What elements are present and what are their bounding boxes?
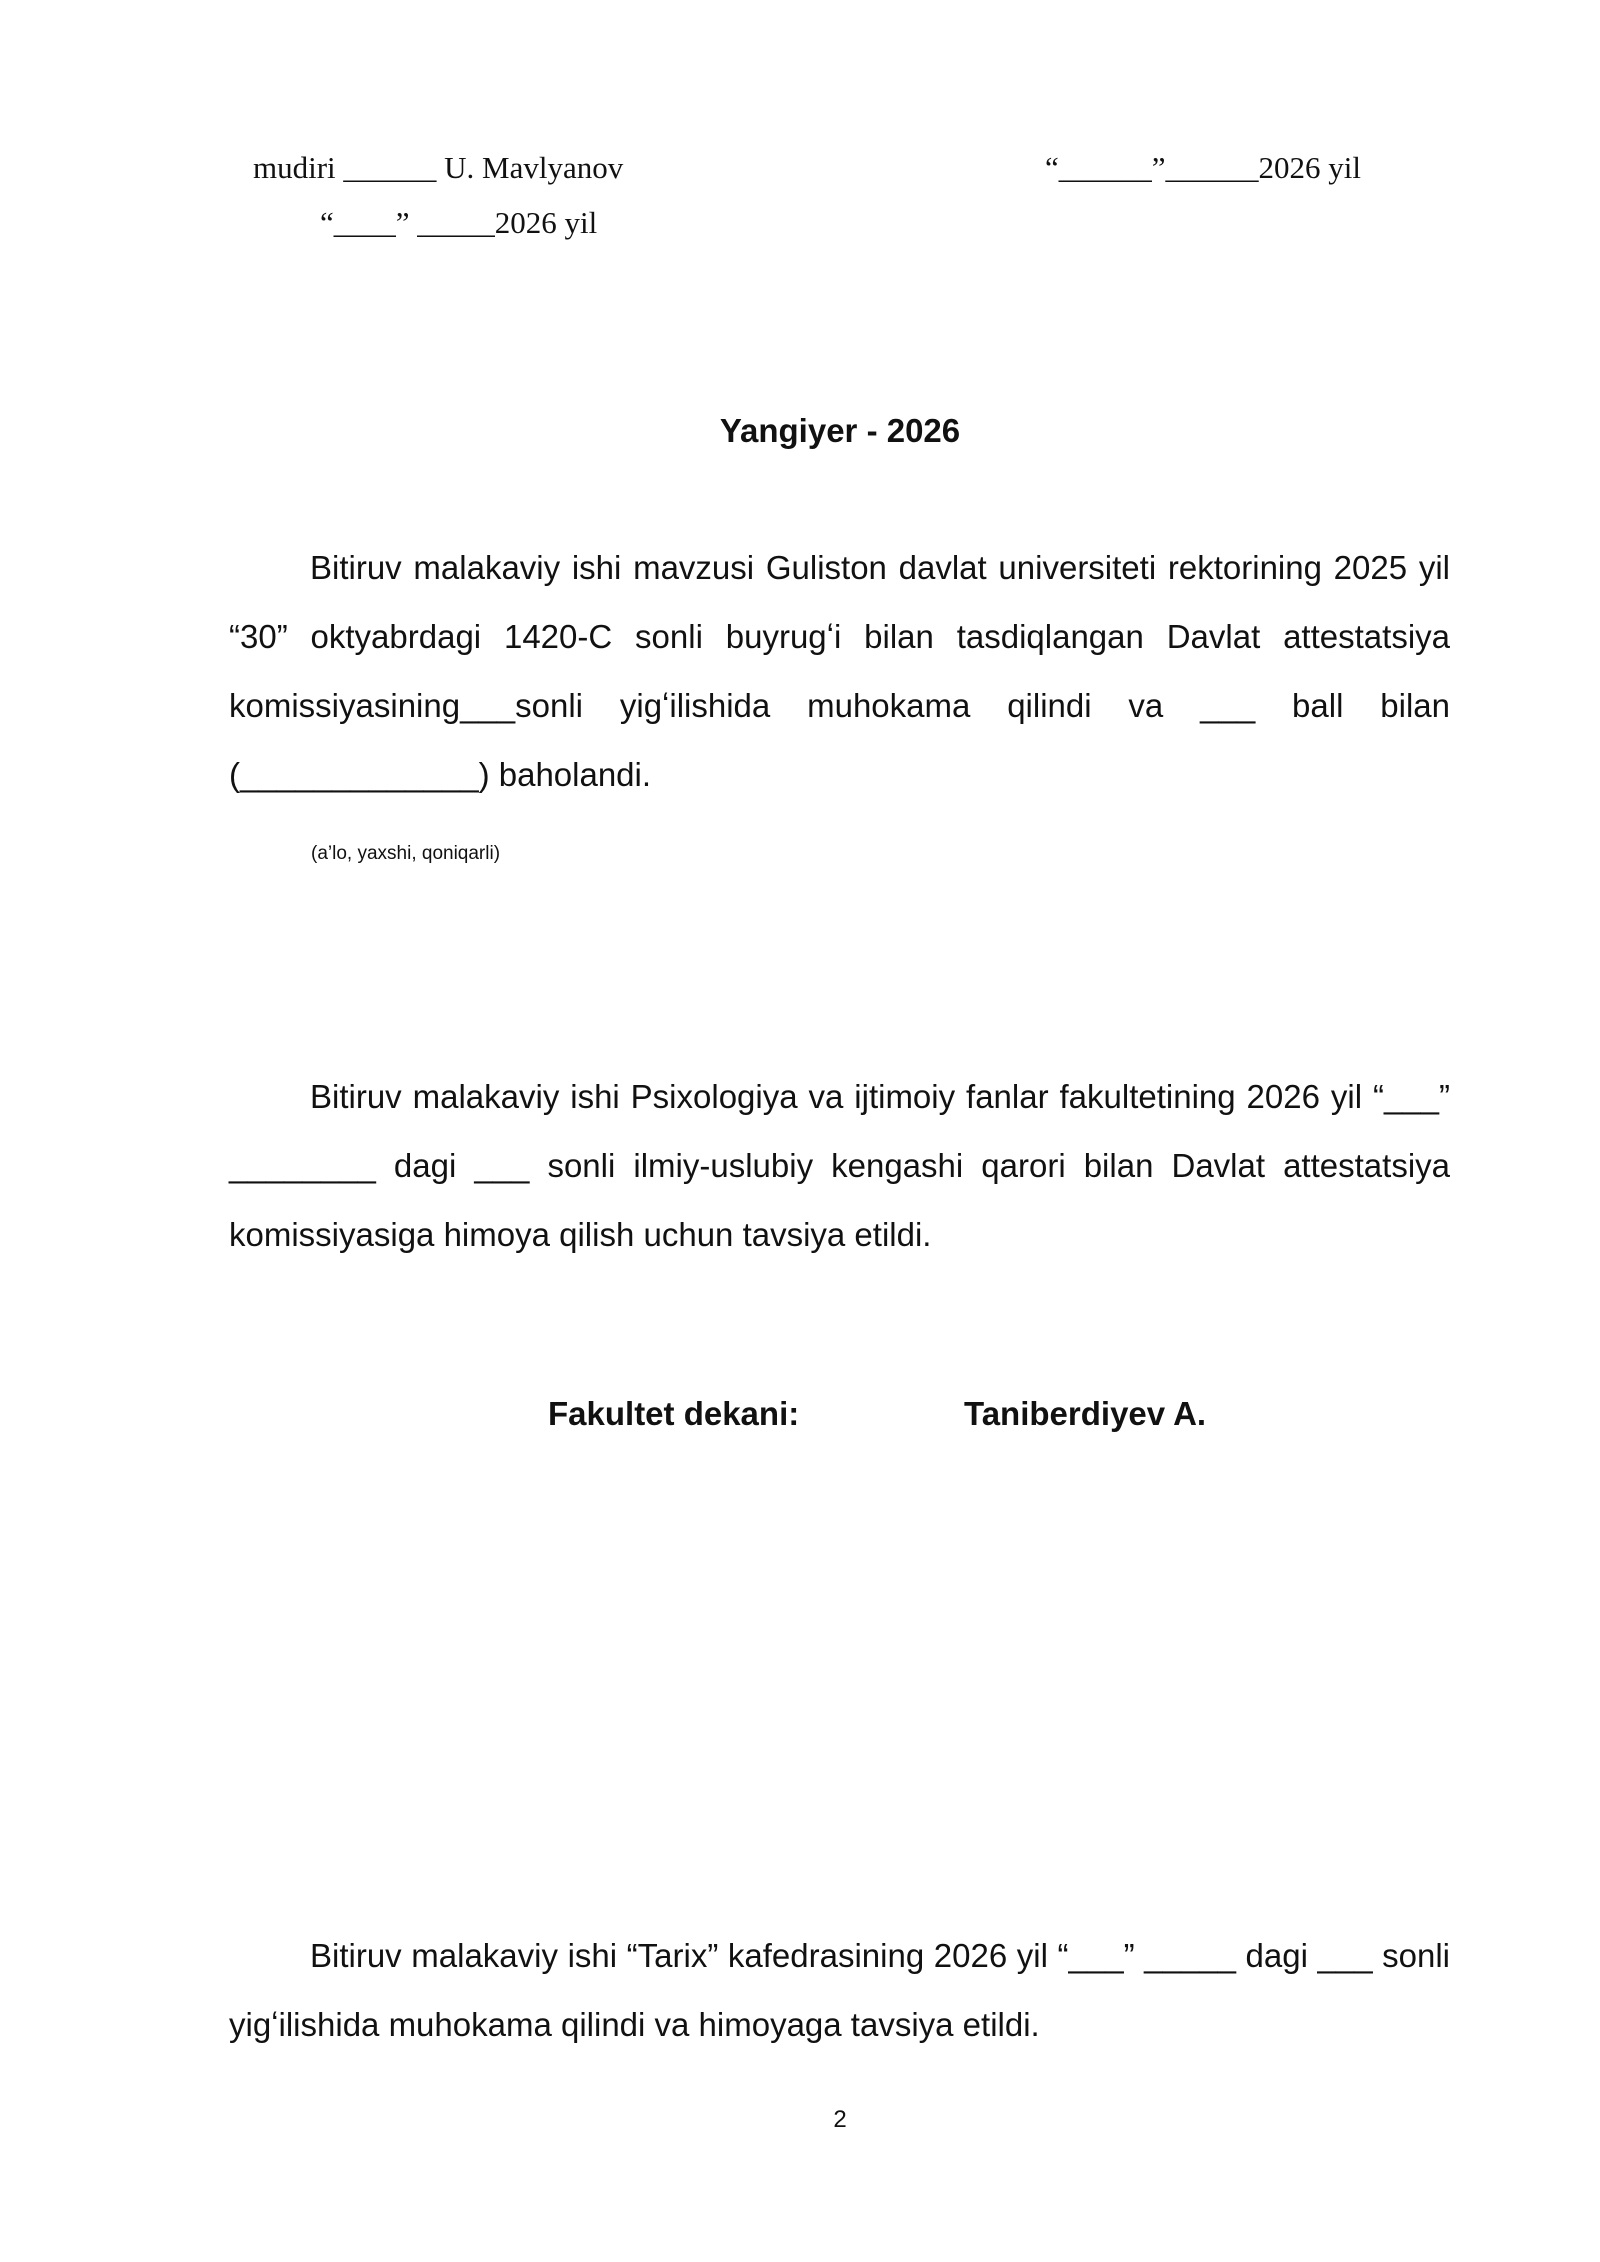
- approval-signature-line: mudiri ______ U. Mavlyanov: [253, 150, 624, 185]
- approval-date-left: “____” _____2026 yil: [320, 205, 598, 240]
- dean-name: Taniberdiyev A.: [964, 1395, 1207, 1432]
- paragraph-attestation-text: Bitiruv malakaviy ishi mavzusi Guliston davlat universiteti rektorining 2025 yil “30” oktyabrdagi 1420-C sonli buyrugʻi bilan tasdiqlangan Davlat attestatsiya komissiyasining___sonli yigʻilishida muhokama qilindi va ___ ball bilan (_____________) baholandi.: [229, 549, 1450, 793]
- paragraph-attestation: [229, 533, 1450, 809]
- dean-label: Fakultet dekani:: [548, 1395, 800, 1432]
- paragraph-faculty-text: Bitiruv malakaviy ishi Psixologiya va ijtimoiy fanlar fakultetining 2026 yil “___” ________ dagi ___ sonli ilmiy-uslubiy kengashi qarori bilan Davlat attestatsiya komissiyasiga himoya qilish uchun tavsiya etildi.: [229, 1078, 1450, 1253]
- approval-date-right: “______”______2026 yil: [1045, 150, 1361, 185]
- grade-note: (a’lo, yaxshi, qoniqarli): [311, 843, 501, 864]
- paragraph-department-text: Bitiruv malakaviy ishi “Tarix” kafedrasining 2026 yil “___” _____ dagi ___ sonli yigʻilishida muhokama qilindi va himoyaga tavsiya etildi.: [229, 1937, 1450, 2043]
- paragraph-department: [229, 1921, 1450, 2059]
- document-title: Yangiyer - 2026: [719, 412, 961, 449]
- paragraph-faculty-recommendation: [229, 1062, 1450, 1269]
- page-number: 2: [833, 2106, 847, 2133]
